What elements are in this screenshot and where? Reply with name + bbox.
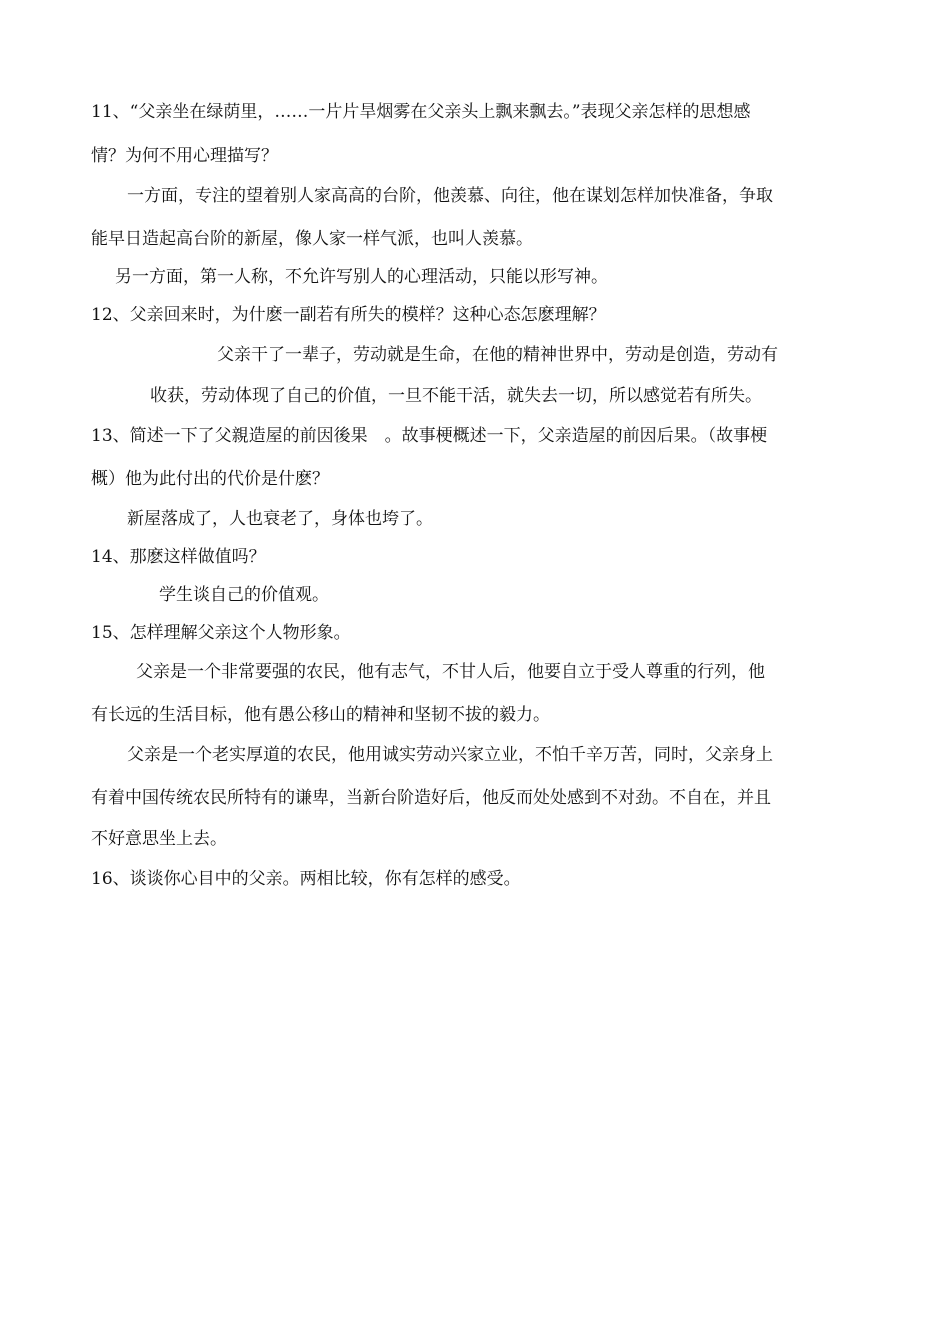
answer-11-paragraph-1-line-2: 能早日造起高台阶的新屋，像人家一样气派，也叫人羡慕。 bbox=[91, 229, 533, 249]
answer-15-paragraph-2-line-2: 有着中国传统农民所特有的谦卑，当新台阶造好后，他反而处处感到不对劲。不自在，并且 bbox=[91, 788, 771, 808]
answer-13: 新屋落成了，人也衰老了，身体也垮了。 bbox=[127, 509, 433, 529]
answer-11-paragraph-1-line-1: 一方面，专注的望着别人家高高的台阶，他羡慕、向往，他在谋划怎样加快准备，争取 bbox=[127, 186, 773, 206]
question-13-line-2: 概）他为此付出的代价是什麽？ bbox=[91, 469, 329, 489]
answer-14: 学生谈自己的价值观。 bbox=[159, 585, 329, 605]
answer-15-paragraph-2-line-3: 不好意思坐上去。 bbox=[91, 829, 227, 849]
answer-15-paragraph-1-line-2: 有长远的生活目标，他有愚公移山的精神和坚韧不拔的毅力。 bbox=[91, 705, 550, 725]
question-15: 15、怎样理解父亲这个人物形象。 bbox=[91, 623, 351, 643]
question-14: 14、那麽这样做值吗？ bbox=[91, 547, 266, 567]
answer-15-paragraph-2-line-1: 父亲是一个老实厚道的农民，他用诚实劳动兴家立业，不怕千辛万苦，同时，父亲身上 bbox=[127, 745, 773, 765]
question-13-line-1: 13、简述一下了父親造屋的前因後果 。故事梗概述一下，父亲造屋的前因后果。（故事梗 bbox=[91, 426, 768, 446]
question-11-line-1: 11、“父亲坐在绿荫里，……一片片旱烟雾在父亲头上飘来飘去。”表现父亲怎样的思想感 bbox=[91, 102, 751, 122]
question-16: 16、谈谈你心目中的父亲。两相比较，你有怎样的感受。 bbox=[91, 869, 521, 889]
answer-12-line-1: 父亲干了一辈子，劳动就是生命，在他的精神世界中，劳动是创造，劳动有 bbox=[217, 345, 778, 365]
question-12: 12、父亲回来时，为什麽一副若有所失的模样？这种心态怎麽理解？ bbox=[91, 305, 606, 325]
answer-12-line-2: 收获，劳动体现了自己的价值，一旦不能干活，就失去一切，所以感觉若有所失。 bbox=[150, 386, 762, 406]
answer-11-paragraph-2: 另一方面，第一人称，不允许写别人的心理活动，只能以形写神。 bbox=[115, 267, 608, 287]
question-11-line-2: 情？为何不用心理描写？ bbox=[91, 146, 278, 166]
answer-15-paragraph-1-line-1: 父亲是一个非常要强的农民，他有志气，不甘人后，他要自立于受人尊重的行列，他 bbox=[136, 662, 765, 682]
